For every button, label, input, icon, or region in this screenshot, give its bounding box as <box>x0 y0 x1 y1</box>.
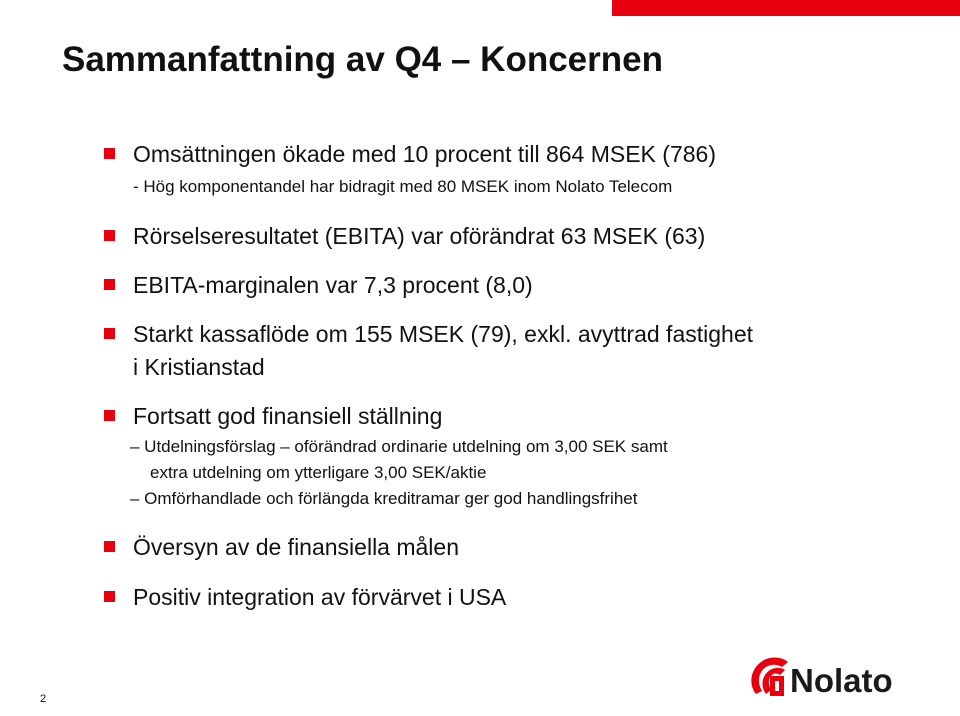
sub-bullet-component-share: - Hög komponentandel har bidragit med 80 MSEK inom Nolato Telecom <box>133 177 673 196</box>
bullet-financial-targets: Översyn av de finansiella målen <box>133 534 459 560</box>
bullet-ebita-margin: EBITA-marginalen var 7,3 procent (8,0) <box>133 272 533 298</box>
bullet-usa-integration: Positiv integration av förvärvet i USA <box>133 584 507 610</box>
sub-bullet-dividend: – Utdelningsförslag – oförändrad ordinarie utdelning om 3,00 SEK samt <box>130 437 668 456</box>
bullet-marker <box>104 541 115 552</box>
nolato-logo <box>746 650 916 700</box>
bullet-ebita: Rörselseresultatet (EBITA) var oförändrat 63 MSEK (63) <box>133 223 706 249</box>
bullet-marker <box>104 591 115 602</box>
sub-bullet-credit-facilities: – Omförhandlade och förlängda kreditramar ger god handlingsfrihet <box>130 489 638 508</box>
bullet-marker <box>104 410 115 421</box>
top-accent-bar <box>612 0 960 16</box>
bullet-marker <box>104 148 115 159</box>
bullet-cashflow: Starkt kassaflöde om 155 MSEK (79), exkl. avyttrad fastighet <box>133 321 754 347</box>
bullet-revenue: Omsättningen ökade med 10 procent till 864 MSEK (786) <box>133 141 716 167</box>
bullet-marker <box>104 328 115 339</box>
bullet-marker <box>104 230 115 241</box>
bullet-financial-position: Fortsatt god finansiell ställning <box>133 403 443 429</box>
nolato-logo-mark-icon <box>751 658 788 696</box>
slide-title: Sammanfattning av Q4 – Koncernen <box>62 40 663 79</box>
bullet-cashflow-cont: i Kristianstad <box>133 354 265 380</box>
logo-wordmark: Nolato <box>790 662 893 699</box>
sub-bullet-dividend-cont: extra utdelning om ytterligare 3,00 SEK/aktie <box>150 463 487 482</box>
bullet-marker <box>104 279 115 290</box>
page-number: 2 <box>40 693 47 705</box>
